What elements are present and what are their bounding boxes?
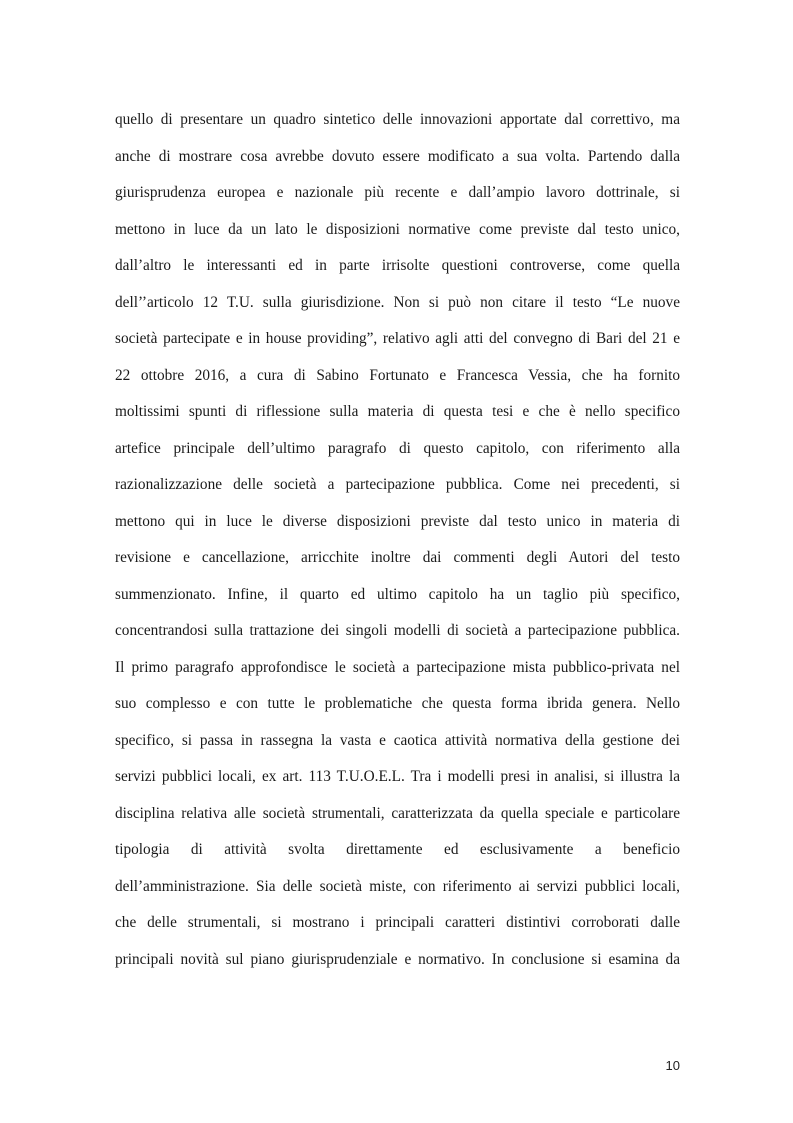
text-line: dell’’articolo 12 T.U. sulla giurisdizione. Non si può non citare il testo “Le nuove bbox=[115, 293, 680, 311]
text-line: tipologia di attività svolta direttamente ed esclusivamente a beneficio bbox=[115, 841, 680, 858]
text-line: dell’amministrazione. Sia delle società miste, con riferimento ai servizi pubblici locali, bbox=[115, 877, 680, 895]
text-line: quello di presentare un quadro sintetico delle innovazioni apportate dal correttivo, ma bbox=[115, 111, 680, 128]
text-line: Il primo paragrafo approfondisce le società a partecipazione mista pubblico-privata nel bbox=[115, 658, 680, 676]
text-line: artefice principale dell’ultimo paragrafo di questo capitolo, con riferimento alla bbox=[115, 439, 680, 457]
text-line: specifico, si passa in rassegna la vasta e caotica attività normativa della gestione dei bbox=[115, 731, 680, 749]
text-line: 22 ottobre 2016, a cura di Sabino Fortunato e Francesca Vessia, che ha fornito bbox=[115, 366, 680, 384]
text-line: giurisprudenza europea e nazionale più recente e dall’ampio lavoro dottrinale, si bbox=[115, 184, 680, 201]
text-line: mettono qui in luce le diverse disposizioni previste dal testo unico in materia di bbox=[115, 512, 680, 530]
text-line: moltissimi spunti di riflessione sulla materia di questa tesi e che è nello specifico bbox=[115, 403, 680, 420]
text-line: disciplina relativa alle società strumentali, caratterizzata da quella speciale e particolare bbox=[115, 804, 680, 822]
text-line: dall’altro le interessanti ed in parte irrisolte questioni controverse, come quella bbox=[115, 257, 680, 274]
text-line: principali novità sul piano giurisprudenziale e normativo. In conclusione si esamina da bbox=[115, 950, 680, 968]
text-line: razionalizzazione delle società a partecipazione pubblica. Come nei precedenti, si bbox=[115, 476, 680, 493]
body-text bbox=[115, 110, 680, 986]
text-line: società partecipate e in house providing”, relativo agli atti del convegno di Bari del 21 e bbox=[115, 330, 680, 347]
text-line: concentrandosi sulla trattazione dei singoli modelli di società a partecipazione pubblica. bbox=[115, 622, 680, 639]
text-line: revisione e cancellazione, arricchite inoltre dai commenti degli Autori del testo bbox=[115, 549, 680, 566]
text-line: summenzionato. Infine, il quarto ed ultimo capitolo ha un taglio più specifico, bbox=[115, 585, 680, 603]
text-line: mettono in luce da un lato le disposizioni normative come previste dal testo unico, bbox=[115, 220, 680, 238]
page-number: 10 bbox=[665, 1058, 680, 1073]
text-line: suo complesso e con tutte le problematiche che questa forma ibrida genera. Nello bbox=[115, 695, 680, 712]
text-line: anche di mostrare cosa avrebbe dovuto essere modificato a sua volta. Partendo dalla bbox=[115, 147, 680, 165]
text-line: che delle strumentali, si mostrano i principali caratteri distintivi corroborati dalle bbox=[115, 914, 680, 931]
text-line: servizi pubblici locali, ex art. 113 T.U.O.E.L. Tra i modelli presi in analisi, si illustra la bbox=[115, 768, 680, 785]
